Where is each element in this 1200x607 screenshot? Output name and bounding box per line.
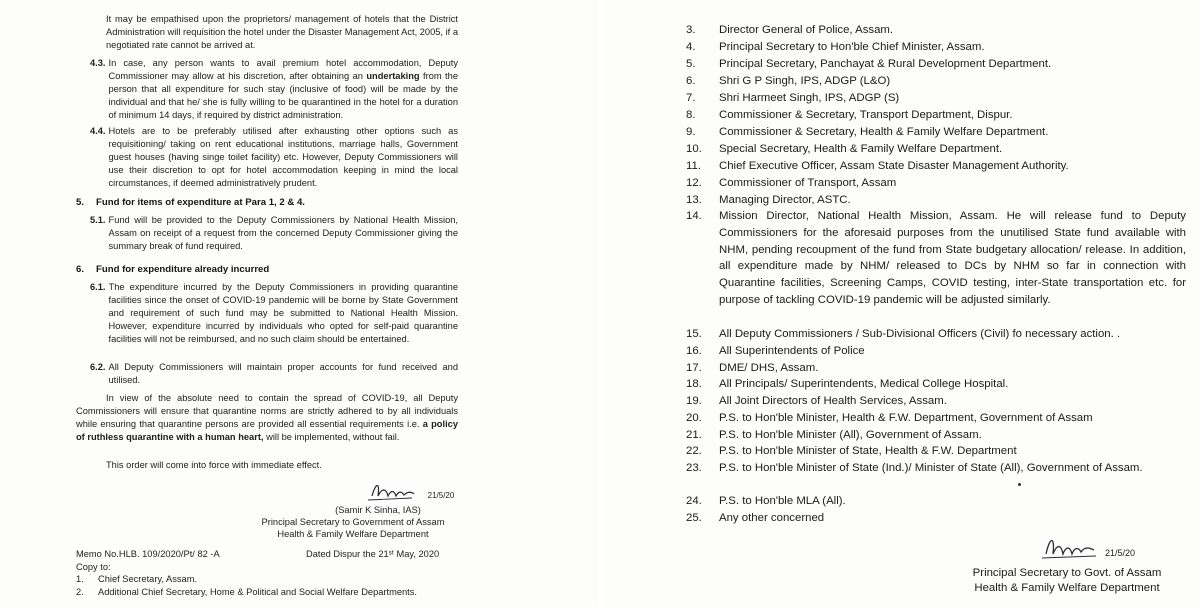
distribution-item [686, 208, 1186, 309]
item-number: 25. [686, 512, 702, 524]
signatory-title-2: Health & Family Welfare Department [277, 529, 429, 539]
item-number: 12. [686, 177, 702, 189]
section-5-heading [76, 197, 305, 208]
distribution-item [686, 192, 1186, 209]
bold-text: a policy of ruthless quarantine with a human heart, [76, 419, 458, 442]
item-number: 11. [686, 160, 701, 172]
item-number: 23. [686, 462, 702, 474]
distribution-item [686, 343, 1186, 360]
distribution-item [686, 493, 1186, 510]
item-text: Commissioner of Transport, Assam [719, 177, 897, 189]
section-title: Fund for expenditure already incurred [96, 264, 270, 275]
signatory-title-2: Health & Family Welfare Department [974, 582, 1160, 594]
paragraph-text: All Deputy Commissioners will maintain proper accounts for fund received and utilised. [108, 362, 458, 385]
text-run: will be implemented, without fail. [263, 432, 400, 442]
distribution-item [686, 107, 1186, 124]
item-text: All Principals/ Superintendents, Medical College Hospital. [719, 378, 1009, 390]
signatory-name: (Samir K Sinha, IAS) [335, 505, 421, 515]
item-text: Any other concerned [719, 512, 825, 524]
item-text: Principal Secretary, Panchayat & Rural Development Department. [719, 58, 1052, 70]
text-run: In case, any person wants to avail premium hotel accommodation, Deputy Commissioner may allow at his discretion, after obtaining an [108, 58, 458, 81]
signatory-title-1: Principal Secretary to Govt. of Assam [972, 567, 1162, 579]
item-number: 3. [686, 24, 696, 36]
distribution-item [686, 124, 1186, 141]
signature-date: 21/5/20 [1104, 548, 1136, 558]
item-number: 10. [686, 143, 702, 155]
text-run: In view of the absolute need to contain the spread of COVID-19, all Deputy Commissioners will ensure that quarantine norms are strictly adhered to by all individuals while ensuring that quarantine persons are provided all essential requirements i.e. [76, 393, 458, 429]
item-text: Director General of Police, Assam. [719, 24, 894, 36]
item-number: 6. [686, 75, 696, 87]
distribution-item [686, 443, 1186, 460]
paragraph-text [109, 57, 458, 122]
section-6-heading [76, 264, 269, 275]
item-number: 22. [686, 445, 702, 457]
copy-item [76, 574, 197, 584]
item-text: Principal Secretary to Hon'ble Chief Minister, Assam. [719, 41, 985, 53]
distribution-item [686, 510, 1186, 527]
distribution-item [686, 427, 1186, 444]
paragraph-force: This order will come into force with immediate effect. [106, 460, 322, 470]
item-text: Chief Secretary, Assam. [98, 574, 198, 584]
item-text: DME/ DHS, Assam. [719, 362, 819, 374]
item-number: 1. [76, 574, 84, 584]
item-number: 24. [686, 495, 702, 507]
item-text: P.S. to Hon'ble Minister (All), Government of Assam. [719, 429, 982, 441]
item-text: All Superintendents of Police [719, 345, 865, 357]
distribution-item [686, 22, 1186, 39]
item-text: P.S. to Hon'ble Minister of State (Ind.)/ Minister of State (All), Government of Assam. [719, 462, 1143, 474]
paragraph-number: 5.1. [90, 215, 106, 225]
distribution-item [686, 141, 1186, 158]
distribution-item [686, 175, 1186, 192]
item-text: All Deputy Commissioners / Sub-Divisional Officers (Civil) fo necessary action. . [719, 328, 1121, 340]
distribution-item [686, 39, 1186, 56]
left-page [0, 0, 598, 607]
item-number: 15. [686, 328, 702, 340]
paragraph-number: 4.4. [90, 126, 106, 136]
paragraph-6-1 [90, 281, 458, 346]
item-number: 18. [686, 378, 702, 390]
distribution-item [686, 360, 1186, 377]
stray-mark [1018, 483, 1021, 486]
paragraph-text: Fund will be provided to the Deputy Commissioners by National Health Mission, Assam on receipt of a request from the concerned Deputy Commissioner giving the summary break of fund required. [108, 215, 458, 251]
distribution-item [686, 73, 1186, 90]
copy-item [76, 587, 417, 597]
item-text: Chief Executive Officer, Assam State Disaster Management Authority. [719, 160, 1069, 172]
text-run: from the person that all expenditure for such stay (inclusive of food) will be made by the individual and that he/ she is fully willing to be quarantined in the hotel for a duration of minimum 14 days, if required by district administration. [108, 71, 458, 120]
paragraph-5-1 [90, 214, 458, 253]
item-number: 13. [686, 194, 702, 206]
item-number: 19. [686, 395, 702, 407]
paragraph-text: Hotels are to be preferably utilised after exhausting other options such as requisitioning/ taking on rent educational institutions, marriage halls, Government guest houses (having singe toilet facility) etc. However, Deputy Commissioners will use their discretion to opt for hotel accommodation keeping in mind the local circumstances, if deemed administratively prudent. [108, 126, 458, 188]
distribution-item [686, 326, 1186, 343]
paragraph-6-2 [90, 361, 458, 387]
item-text: Special Secretary, Health & Family Welfare Department. [719, 143, 1003, 155]
paragraph-closing [76, 392, 458, 444]
section-number: 5. [76, 197, 85, 208]
distribution-item [686, 410, 1186, 427]
item-number: 14. [686, 210, 702, 222]
paragraph-number: 6.1. [90, 282, 106, 292]
item-text: Shri Harmeet Singh, IPS, ADGP (S) [719, 92, 900, 104]
distribution-item [686, 56, 1186, 73]
item-number: 21. [686, 429, 702, 441]
item-text: Additional Chief Secretary, Home & Political and Social Welfare Departments. [98, 587, 417, 597]
paragraph-text: The expenditure incurred by the Deputy Commissioners in providing quarantine facilities since the onset of COVID-19 pandemic will be borne by State Government and requirement of such fund may be submitted to National Health Mission. However, expenditure incurred by individuals who opted for self-paid quarantine facilities will not be reimbursed, and no such claim should be entertained. [108, 282, 458, 344]
paragraph-intro: It may be empathised upon the proprietors/ management of hotels that the District Administration will requisition the hotel under the Disaster Management Act, 2005, if a negotiated rate cannot be arrived at. [106, 14, 458, 50]
right-page [604, 0, 1200, 607]
paragraph-number: 4.3. [90, 58, 106, 68]
item-number: 17. [686, 362, 702, 374]
paragraph-4-3 [90, 57, 458, 122]
item-number: 9. [686, 126, 696, 138]
item-number: 2. [76, 587, 84, 597]
item-text: Commissioner & Secretary, Health & Family Welfare Department. [719, 126, 1049, 138]
item-text: All Joint Directors of Health Services, Assam. [719, 395, 947, 407]
paragraph-4-4 [90, 125, 458, 190]
memo-date: Dated Dispur the 21ˢᵗ May, 2020 [306, 549, 440, 559]
paragraph-number: 6.2. [90, 362, 106, 372]
item-number: 7. [686, 92, 696, 104]
section-title: Fund for items of expenditure at Para 1, 2 & 4. [96, 197, 305, 208]
item-number: 20. [686, 412, 702, 424]
item-text: Mission Director, National Health Mission, Assam. He will release fund to Deputy Commissioners for the aforesaid purposes from the unutilised State fund available with NHM, pending recoupment of the fund from State budgetary allocation/ release. In addition, all expenditure made by NHM/ released to DCs by NHM so far in connection with Quarantine facilities, Screening Camps, COVID testing, inter-State transportation etc. for purpose of tackling COVID-19 pandemic will be adjusted similarly. [719, 210, 1186, 306]
item-number: 4. [686, 41, 696, 53]
bold-text: undertaking [366, 71, 420, 81]
memo-number: Memo No.HLB. 109/2020/Pt/ 82 -A [76, 549, 220, 559]
signatory-title-1: Principal Secretary to Government of Assam [261, 517, 445, 527]
item-number: 16. [686, 345, 702, 357]
item-text: P.S. to Hon'ble Minister, Health & F.W. Department, Government of Assam [719, 412, 1093, 424]
item-text: Managing Director, ASTC. [719, 194, 851, 206]
item-text: P.S. to Hon'ble Minister of State, Health & F.W. Department [719, 445, 1017, 457]
item-number: 8. [686, 109, 696, 121]
section-number: 6. [76, 264, 85, 275]
item-text: P.S. to Hon'ble MLA (All). [719, 495, 846, 507]
item-text: Shri G P Singh, IPS, ADGP (L&O) [719, 75, 891, 87]
distribution-item [686, 393, 1186, 410]
copy-to-label: Copy to: [76, 562, 111, 572]
signature-date: 21/5/20 [427, 491, 455, 500]
item-number: 5. [686, 58, 696, 70]
distribution-item [686, 376, 1186, 393]
distribution-item [686, 158, 1186, 175]
distribution-item [686, 90, 1186, 107]
item-text: Commissioner & Secretary, Transport Department, Dispur. [719, 109, 1013, 121]
distribution-item [686, 460, 1186, 477]
